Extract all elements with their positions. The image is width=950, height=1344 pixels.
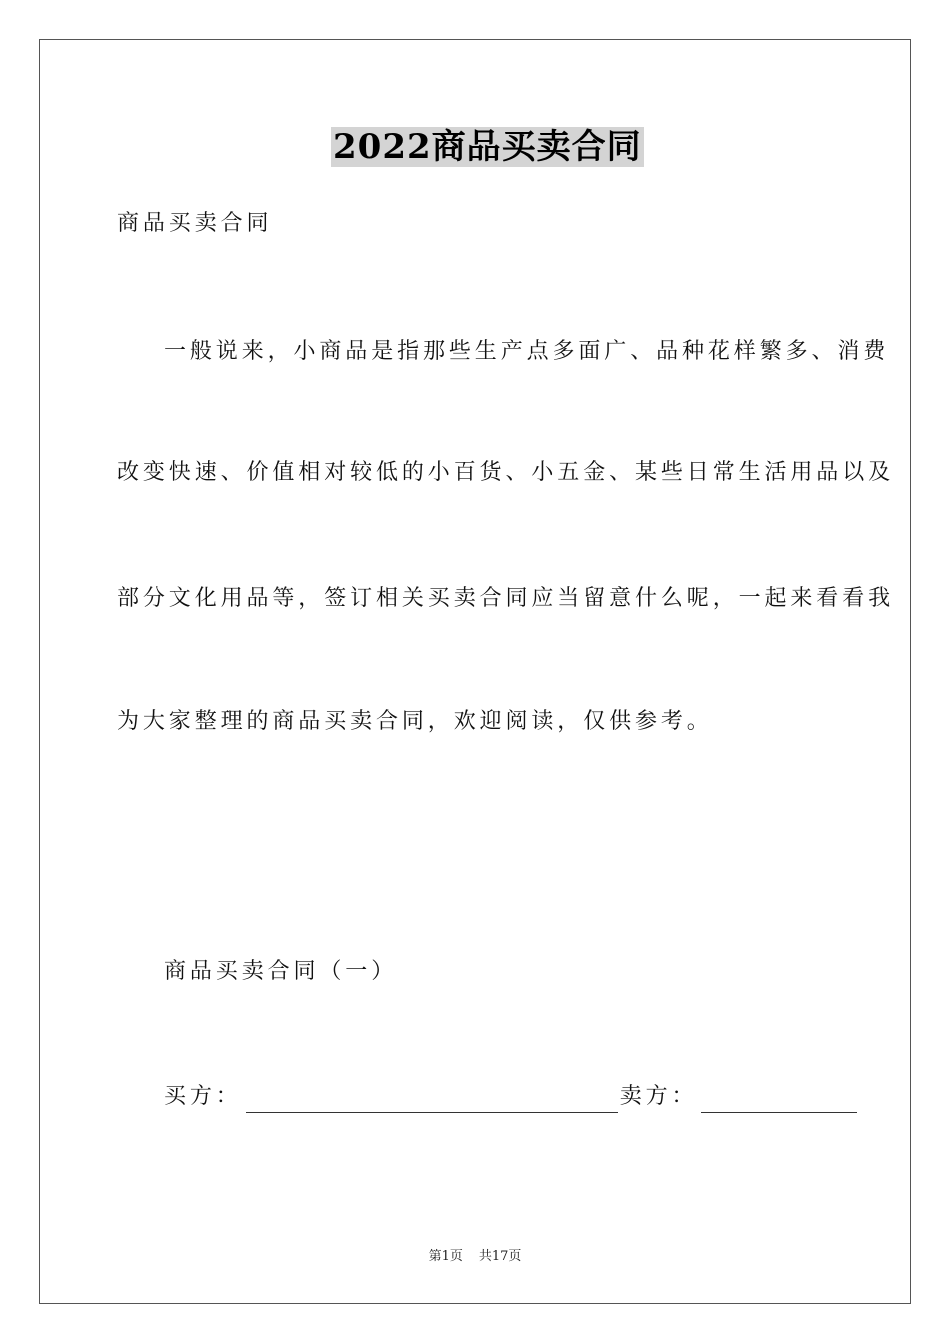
page-total: 共17页 xyxy=(478,1249,522,1264)
intro-paragraph-line: 改变快速、价值相对较低的小百货、小五金、某些日常生活用品以及 xyxy=(117,460,895,485)
page-number: 第1页 xyxy=(428,1249,463,1264)
intro-paragraph-line: 为大家整理的商品买卖合同，欢迎阅读，仅供参考。 xyxy=(117,709,713,734)
buyer-blank-line xyxy=(246,1086,618,1113)
document-title: 2022商品买卖合同 xyxy=(333,127,642,167)
signature-row xyxy=(164,1081,857,1113)
page-footer xyxy=(0,1248,950,1266)
document-subtitle: 商品买卖合同 xyxy=(117,211,273,236)
buyer-label: 买方： xyxy=(164,1084,242,1109)
seller-blank-line xyxy=(701,1086,857,1113)
seller-label: 卖方： xyxy=(619,1084,698,1109)
intro-paragraph-line: 部分文化用品等，签订相关买卖合同应当留意什么呢，一起来看看我 xyxy=(117,586,895,611)
intro-paragraph-line: 一般说来，小商品是指那些生产点多面广、品种花样繁多、消费 xyxy=(164,339,890,364)
section-heading: 商品买卖合同（一） xyxy=(164,959,398,984)
